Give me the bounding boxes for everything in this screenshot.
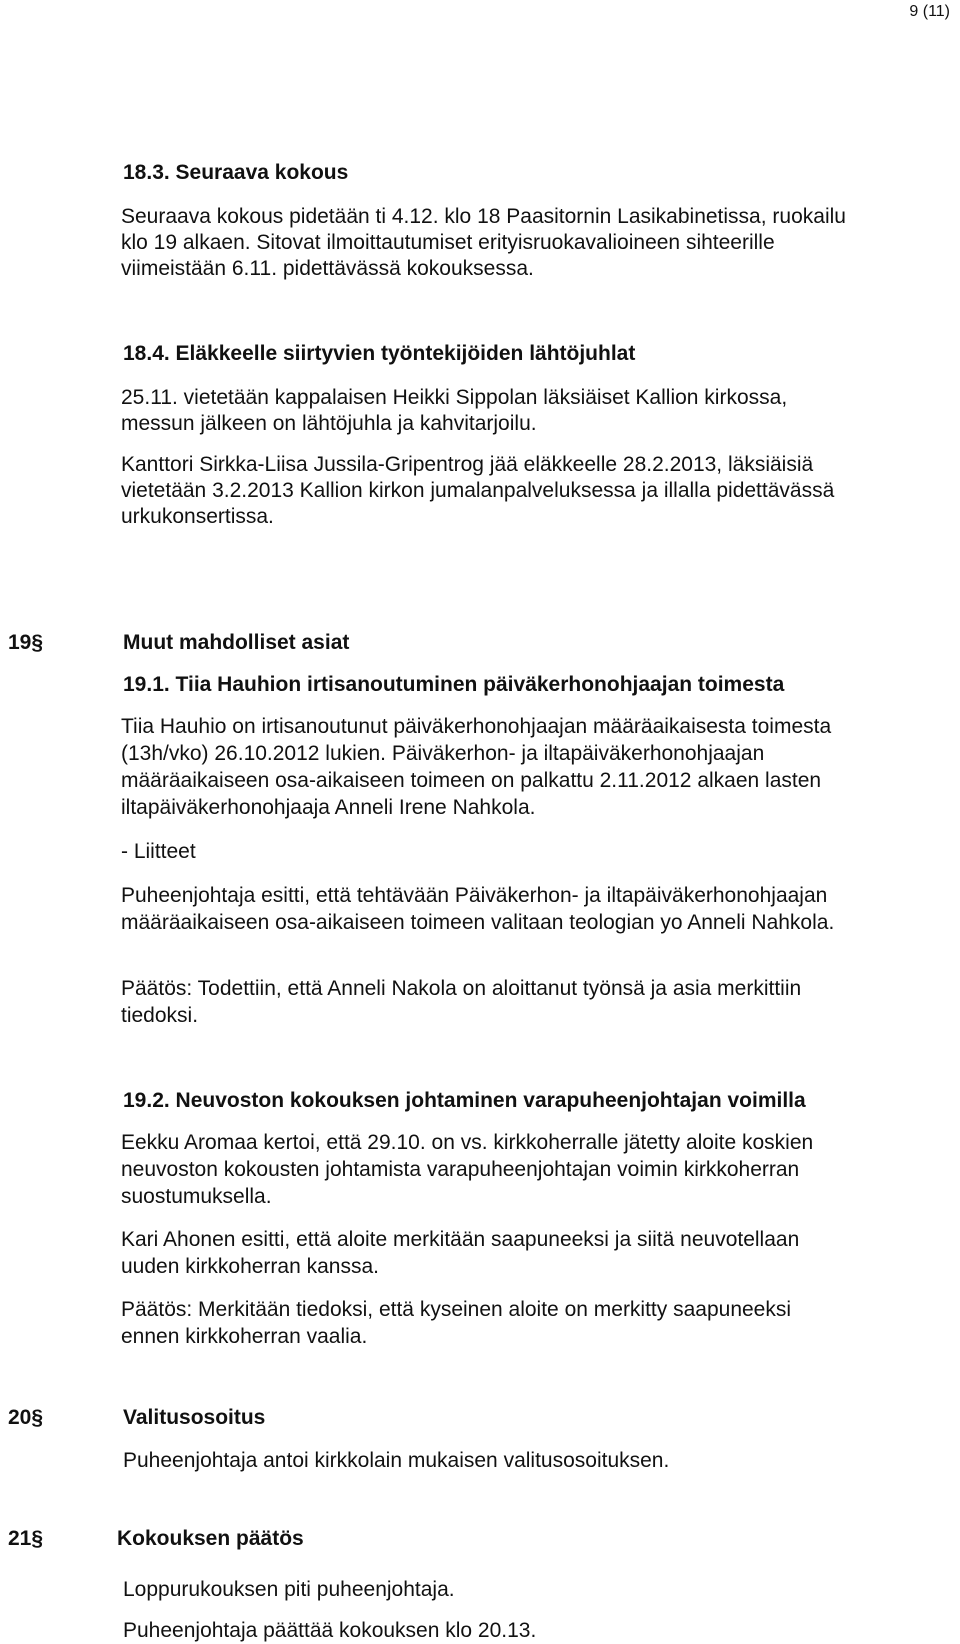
page-number: 9 (11) <box>909 3 950 20</box>
section-20-title: Valitusosoitus <box>123 1406 266 1429</box>
s19-1-p1-line3: määräaikaiseen osa-aikaiseen toimeen on palkattu 2.11.2012 alkaen lasten <box>121 769 822 792</box>
s21-p2: Puheenjohtaja päättää kokouksen klo 20.13. <box>123 1619 537 1642</box>
section-21-number: 21§ <box>8 1527 44 1550</box>
s18-3-p1-line2: klo 19 alkaen. Sitovat ilmoittautumiset erityisruokavalioineen sihteerille <box>121 231 775 254</box>
s19-2-decision-line2: ennen kirkkoherran vaalia. <box>121 1325 368 1348</box>
s21-p1: Loppurukouksen piti puheenjohtaja. <box>123 1578 455 1601</box>
s18-4-p2-line1: Kanttori Sirkka-Liisa Jussila-Gripentrog jää eläkkeelle 28.2.2013, läksiäisiä <box>121 453 814 476</box>
s19-2-p1-line1: Eekku Aromaa kertoi, että 29.10. on vs. kirkkoherralle jätetty aloite koskien <box>121 1131 814 1154</box>
section-19-1-heading: 19.1. Tiia Hauhion irtisanoutuminen päiväkerhonohjaajan toimesta <box>123 673 785 696</box>
s18-3-p1-line1: Seuraava kokous pidetään ti 4.12. klo 18 Paasitornin Lasikabinetissa, ruokailu <box>121 205 846 228</box>
section-21-title: Kokouksen päätös <box>117 1527 304 1550</box>
s18-4-p2-line2: vietetään 3.2.2013 Kallion kirkon jumalanpalveluksessa ja illalla pidettävässä <box>121 479 835 502</box>
s19-2-p2-line1: Kari Ahonen esitti, että aloite merkitään saapuneeksi ja siitä neuvotellaan <box>121 1228 800 1251</box>
section-18-3-heading: 18.3. Seuraava kokous <box>123 161 349 184</box>
section-18-4-heading: 18.4. Eläkkeelle siirtyvien työntekijöiden lähtöjuhlat <box>123 342 636 365</box>
s19-1-attachments: - Liitteet <box>121 840 196 863</box>
s19-2-p1-line3: suostumuksella. <box>121 1185 272 1208</box>
s19-1-p2-line1: Puheenjohtaja esitti, että tehtävään Päiväkerhon- ja iltapäiväkerhonohjaajan <box>121 884 828 907</box>
section-19-2-heading: 19.2. Neuvoston kokouksen johtaminen varapuheenjohtajan voimilla <box>123 1089 806 1112</box>
s19-1-p1-line1: Tiia Hauhio on irtisanoutunut päiväkerhonohjaajan määräaikaisesta toimesta <box>121 715 832 738</box>
s19-2-p2-line2: uuden kirkkoherran kanssa. <box>121 1255 379 1278</box>
s19-1-decision-line1: Päätös: Todettiin, että Anneli Nakola on aloittanut työnsä ja asia merkittiin <box>121 977 802 1000</box>
s20-p1: Puheenjohtaja antoi kirkkolain mukaisen valitusosoituksen. <box>123 1449 670 1472</box>
s19-1-p1-line2: (13h/vko) 26.10.2012 lukien. Päiväkerhon- ja iltapäiväkerhonohjaajan <box>121 742 765 765</box>
s19-2-p1-line2: neuvoston kokousten johtamista varapuheenjohtajan voimin kirkkoherran <box>121 1158 800 1181</box>
s18-4-p1-line2: messun jälkeen on lähtöjuhla ja kahvitarjoilu. <box>121 412 537 435</box>
section-19-number: 19§ <box>8 631 44 654</box>
section-19-title: Muut mahdolliset asiat <box>123 631 350 654</box>
s19-1-p1-line4: iltapäiväkerhonohjaaja Anneli Irene Nahkola. <box>121 796 536 819</box>
s18-4-p1-line1: 25.11. vietetään kappalaisen Heikki Sippolan läksiäiset Kallion kirkossa, <box>121 386 788 409</box>
s18-4-p2-line3: urkukonsertissa. <box>121 505 274 528</box>
s19-2-decision-line1: Päätös: Merkitään tiedoksi, että kyseinen aloite on merkitty saapuneeksi <box>121 1298 792 1321</box>
s19-1-decision-line2: tiedoksi. <box>121 1004 199 1027</box>
s19-1-p2-line2: määräaikaiseen osa-aikaiseen toimeen valitaan teologian yo Anneli Nahkola. <box>121 911 835 934</box>
s18-3-p1-line3: viimeistään 6.11. pidettävässä kokouksessa. <box>121 257 534 280</box>
section-20-number: 20§ <box>8 1406 44 1429</box>
